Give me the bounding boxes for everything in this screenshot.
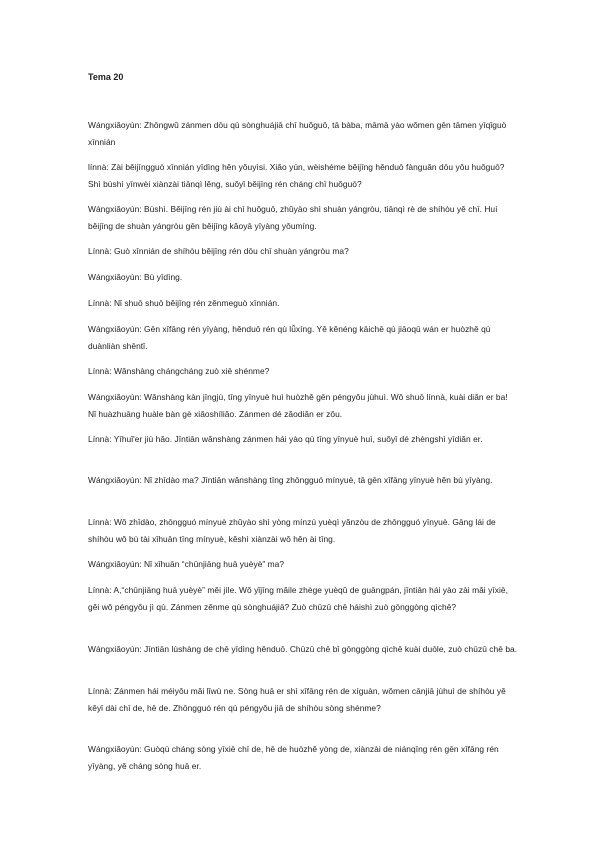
paragraph: Wángxiǎoyún: Nǐ xǐhuān “chūnjiāng huā yuèyè” ma? xyxy=(88,559,285,569)
paragraph: línnà: Zài běijīngguò xīnnián yīdìng hěn yǒuyìsi. Xiǎo yún, wèishéme běijīng hěnduō fànguǎn dōu yǒu huǒguō? Shì bùshì yīnwèi xiànzài tiānqì lěng, suǒyǐ běijīng rén cháng chī huǒguō? xyxy=(88,162,505,189)
paragraph: Línnà: Wǒ zhīdào, zhōngguó mínyuè zhǔyào shì yòng mínzú yuèqì yǎnzòu de zhōngguó yīnyuè. Gāng lái de shíhòu wǒ bù tài xǐhuān tīng mínyuè, kěshì xiànzài wǒ hěn ài tīng. xyxy=(88,517,496,544)
paragraph: Wángxiǎoyún: Jīntiān lùshàng de chē yīdìng hěnduō. Chūzū chē bǐ gōnggòng qìchē kuài duōle, zuò chūzū chē ba. xyxy=(88,644,518,654)
document-title: Tema 20 xyxy=(88,72,124,82)
paragraph: Wángxiǎoyún: Nǐ zhīdào ma? Jīntiān wǎnshàng tīng zhōngguó mínyuè, tā gēn xīfāng yīnyuè hěn bù yīyàng. xyxy=(88,475,493,485)
paragraph: Línnà: Wǎnshàng chángcháng zuò xiē shénme? xyxy=(88,366,270,376)
paragraph: Wángxiǎoyún: Zhōngwǔ zánmen dōu qù sònghuájiā chī huǒguō, tā bàba, māmā yào wǒmen gēn tāmen yīqǐguò xīnnián xyxy=(88,120,507,147)
paragraph: Línnà: Yīhuǐ'er jiù hǎo. Jīntiān wǎnshàng zánmen hái yào qù tīng yīnyuè huì, suǒyǐ dé zhèngshì yīdiǎn er. xyxy=(88,434,483,444)
paragraph: Wángxiǎoyún: Guòqù cháng sòng yīxiē chī de, hē de huòzhě yòng de, xiànzài de niánqīng rén gēn xīfāng rén yīyàng, yě cháng sòng huā er. xyxy=(88,744,499,771)
paragraph: Wángxiǎoyún: Gēn xīfāng rén yīyàng, hěnduō rén qù lǚxíng. Yě kěnéng kāichē qù jiāoqū wán er huòzhě qù duànliàn shēntǐ. xyxy=(88,324,491,351)
paragraph: Línnà: A,“chūnjiāng huā yuèyè” měi jíle. Wǒ yǐjīng mǎile zhège yuèqǔ de guāngpán, jīntiān hái yào zài mǎi yīxiē, gěi wǒ péngyǒu jì qù. Zánmen zěnme qù sònghuájiā? Zuò chūzū chē háishì zuò gōnggòng qìchē? xyxy=(88,585,508,612)
paragraph: Línnà: Zánmen hái méiyǒu mǎi lǐwù ne. Sòng huā er shì xīfāng rén de xíguàn, wǒmen cānjiā jùhuì de shíhòu yě kěyǐ dài chī de, hē de. Zhōngguó rén qù péngyǒu jiā de shíhòu sòng shénme? xyxy=(88,686,506,713)
paragraph: Línnà: Guò xīnnián de shíhòu běijīng rén dōu chī shuàn yángròu ma? xyxy=(88,246,349,256)
paragraph: Wángxiǎoyún: Bù yīdìng. xyxy=(88,272,183,282)
paragraph: Wángxiǎoyún: Bùshì. Běijīng rén jiù ài chī huǒguō, zhǔyào shì shuàn yángròu, tiānqì rè de shíhòu yě chī. Huí běijīng de shuàn yángròu gēn běijīng kǎoyā yīyàng yǒumíng. xyxy=(88,204,498,231)
paragraph: Wángxiǎoyún: Wǎnshàng kàn jīngjù, tīng yīnyuè huì huòzhě gēn péngyǒu jùhuì. Wǒ shuō línnà, kuài diǎn er ba! Nǐ huàzhuāng huàle bàn gè xiǎoshíliǎo. Zánmen dé zǎodiǎn er zǒu. xyxy=(88,392,508,419)
paragraph: Línnà: Nǐ shuō shuō běijīng rén zěnmeguò xīnnián. xyxy=(88,298,280,308)
